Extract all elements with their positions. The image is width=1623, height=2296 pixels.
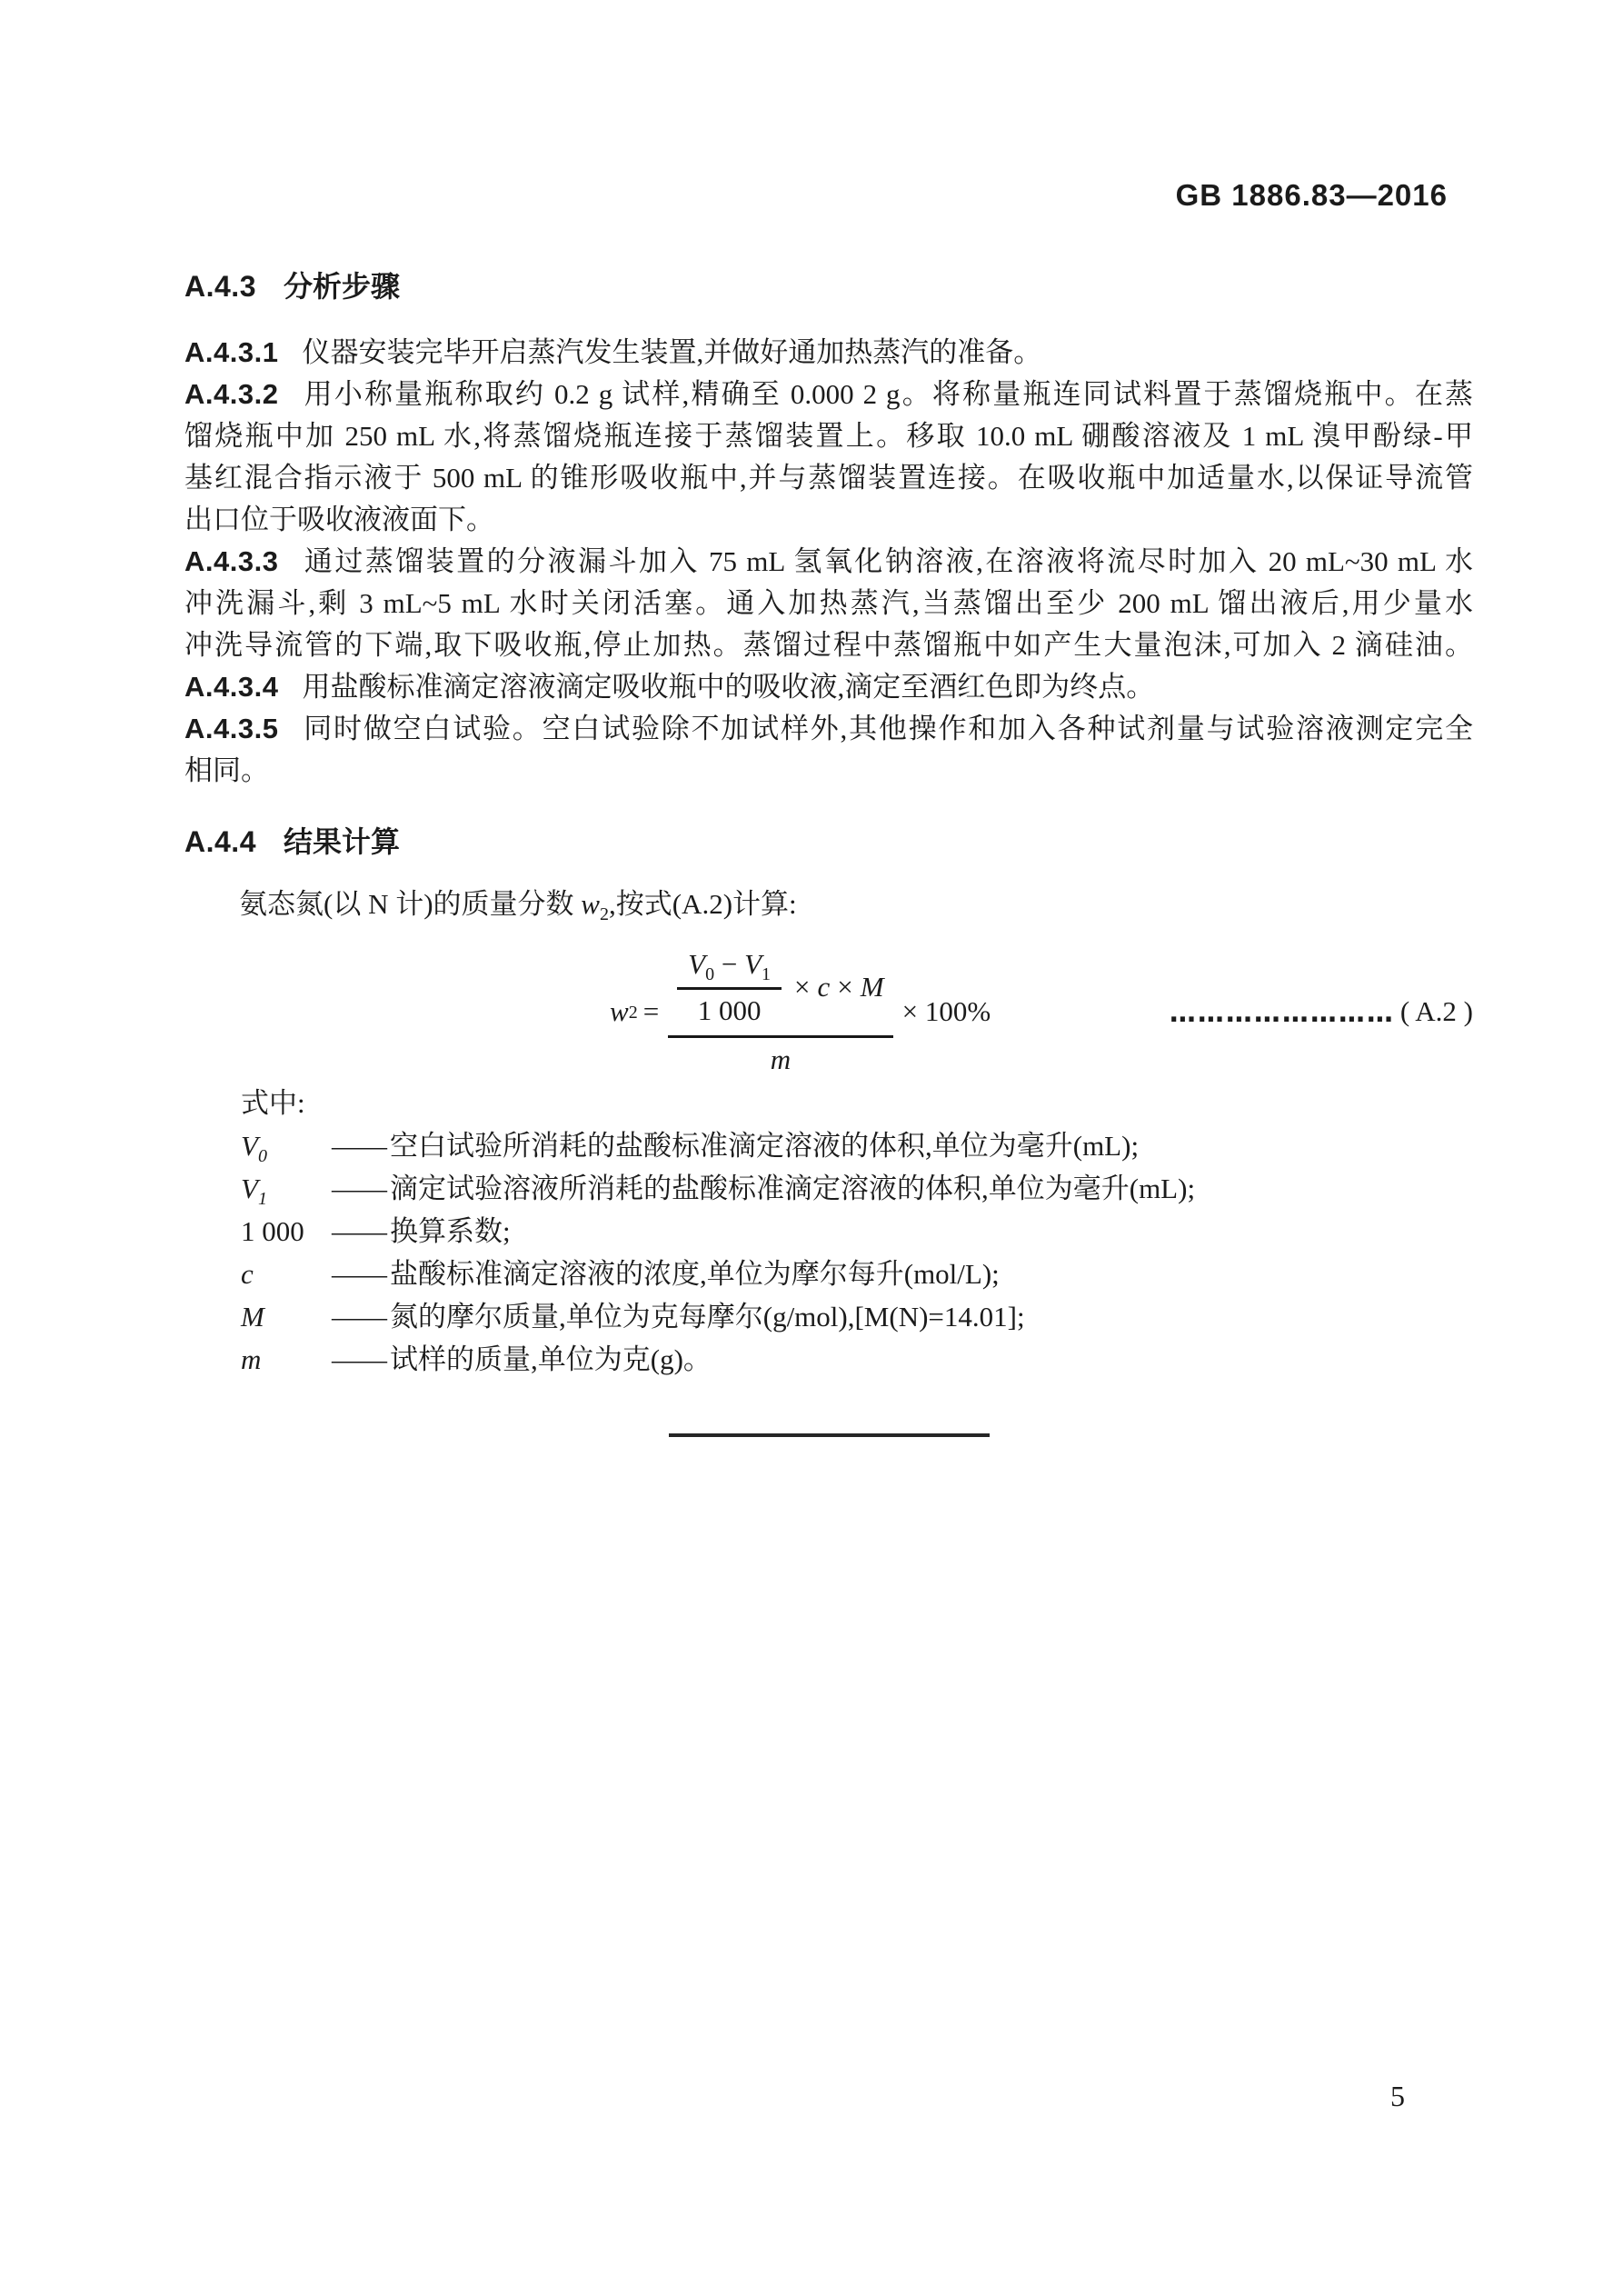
variable-c: c [817, 971, 831, 1003]
inner-denominator: 1 000 [697, 993, 762, 1026]
clause-a431 [184, 332, 1473, 374]
clause-line [184, 332, 1473, 374]
clause-a434 [184, 666, 1473, 708]
clause-a432 [184, 374, 1473, 541]
definition-dash: —— [332, 1215, 386, 1248]
clause-line: 基红混合指示液于 500 mL 的锥形吸收瓶中,并与蒸馏装置连接。在吸收瓶中加适量水,以保证导流管 [184, 462, 1473, 494]
clause-line [184, 541, 1473, 583]
times-sign: × [794, 971, 811, 1003]
definition-text: 氮的摩尔质量,单位为克每摩尔(g/mol),[M(N)=14.01]; [390, 1301, 1025, 1333]
definition-dash: —— [332, 1301, 386, 1333]
definition-row [241, 1167, 1473, 1210]
definition-symbol: $V_0$ [241, 1130, 267, 1167]
clause-number: A.4.3.1 [184, 336, 279, 368]
equals-sign: = [642, 995, 660, 1028]
end-of-text-rule [669, 1433, 990, 1437]
clause-a435 [184, 708, 1473, 792]
definition-dash: —— [332, 1130, 386, 1163]
formula-lhs-variable: w [610, 995, 629, 1028]
clause-line: 出口位于吸收液液面下。 [184, 504, 494, 535]
clause-text: 用盐酸标准滴定溶液滴定吸收瓶中的吸收液,滴定至酒红色即为终点。 [302, 671, 1155, 703]
clause-number: A.4.3.3 [184, 545, 279, 577]
intro-variable-subscript: 2 [599, 904, 609, 925]
definition-text: 盐酸标准滴定溶液的浓度,单位为摩尔每升(mol/L); [390, 1258, 1000, 1291]
clause-text: 仪器安装完毕开启蒸汽发生装置,并做好通加热蒸汽的准备。 [302, 336, 1042, 368]
standard-number-header: GB 1886.83—2016 [1175, 178, 1448, 212]
clause-text: 通过蒸馏装置的分液漏斗加入 75 mL 氢氧化钠溶液,在溶液将流尽时加入 20 mL~30 mL 水 [302, 545, 1473, 577]
definition-symbol: M [241, 1301, 264, 1333]
definition-text: 空白试验所消耗的盐酸标准滴定溶液的体积,单位为毫升(mL); [390, 1130, 1140, 1163]
variable-m-upper: M [860, 971, 884, 1003]
formula-math: w 2 = $\frac{V_0 - V_1}{1 000}$ × c × M m × 100% [610, 947, 991, 1077]
definition-row [241, 1124, 1473, 1167]
clause-number: A.4.3.2 [184, 378, 279, 410]
definition-dash: —— [332, 1173, 386, 1205]
variable-v1: V [744, 948, 762, 980]
definition-symbol: c [241, 1258, 254, 1291]
variable-v0-subscript: 0 [705, 964, 715, 985]
page-content [184, 265, 1473, 1437]
times-sign: × [837, 971, 853, 1003]
clause-text: 用小称量瓶称取约 0.2 g 试样,精确至 0.000 2 g。将称量瓶连同试料置于蒸馏烧瓶中。在蒸 [302, 378, 1473, 410]
definition-text: 试样的质量,单位为克(g)。 [390, 1343, 712, 1376]
definition-row [241, 1338, 1473, 1381]
clause-line: 相同。 [184, 754, 269, 786]
clause-text: 同时做空白试验。空白试验除不加试样外,其他操作和加入各种试剂量与试验溶液测定完全 [302, 713, 1473, 744]
clause-line [184, 708, 1473, 750]
section-title: 结果计算 [283, 825, 400, 858]
main-numerator [668, 947, 892, 1038]
clause-line: 冲洗漏斗,剩 3 mL~5 mL 水时关闭活塞。通入加热蒸汽,当蒸馏出至少 200 mL 馏出液后,用少量水 [184, 587, 1473, 619]
definitions-list [184, 1124, 1473, 1381]
clause-line: 冲洗导流管的下端,取下吸收瓶,停止加热。蒸馏过程中蒸馏瓶中如产生大量泡沫,可加入 2 滴硅油。 [184, 629, 1473, 661]
clause-number: A.4.3.5 [184, 713, 279, 744]
times-100-percent: × 100% [901, 995, 991, 1028]
definition-symbol: $V_1$ [241, 1173, 267, 1210]
formula-leader-dots: …………………… [1169, 996, 1395, 1028]
section-number: A.4.4 [184, 825, 256, 858]
definition-text: 滴定试验溶液所消耗的盐酸标准滴定溶液的体积,单位为毫升(mL); [390, 1173, 1196, 1205]
definition-row [241, 1295, 1473, 1338]
definition-dash: —— [332, 1343, 386, 1376]
section-heading-a43 [184, 265, 1473, 307]
definition-symbol: 1 000 [241, 1215, 304, 1248]
clause-number: A.4.3.4 [184, 671, 279, 703]
formula-label: ( A.2 ) [1399, 995, 1473, 1028]
where-label: 式中: [241, 1087, 305, 1120]
formula-a2 [184, 947, 1473, 1077]
result-intro [184, 883, 1473, 925]
page-number: 5 [1390, 2080, 1405, 2112]
inner-fraction [677, 947, 782, 1029]
variable-v0: V [688, 948, 706, 980]
definition-row [241, 1253, 1473, 1295]
clause-line [184, 374, 1473, 415]
definition-dash: —— [332, 1258, 386, 1291]
definition-row [241, 1210, 1473, 1253]
section-number: A.4.3 [184, 270, 256, 303]
formula-leader-group [1170, 994, 1473, 1030]
clause-line: 馏烧瓶中加 250 mL 水,将蒸馏烧瓶连接于蒸馏装置上。移取 10.0 mL 硼酸溶液及 1 mL 溴甲酚绿-甲 [184, 420, 1473, 452]
intro-text-post: ,按式(A.2)计算: [608, 888, 797, 920]
intro-text-pre: 氨态氮(以 N 计)的质量分数 [239, 888, 582, 920]
main-denominator: m [770, 1043, 792, 1075]
intro-variable: w [581, 888, 600, 920]
section-title: 分析步骤 [283, 270, 400, 303]
inner-numerator [677, 947, 782, 990]
section-heading-a44 [184, 821, 1473, 863]
main-fraction [668, 947, 892, 1077]
definition-symbol: m [241, 1343, 262, 1376]
variable-v1-subscript: 1 [762, 964, 772, 985]
minus-sign: − [714, 948, 745, 980]
definition-text: 换算系数; [390, 1215, 511, 1248]
clause-a433 [184, 541, 1473, 666]
clause-line [184, 666, 1473, 708]
